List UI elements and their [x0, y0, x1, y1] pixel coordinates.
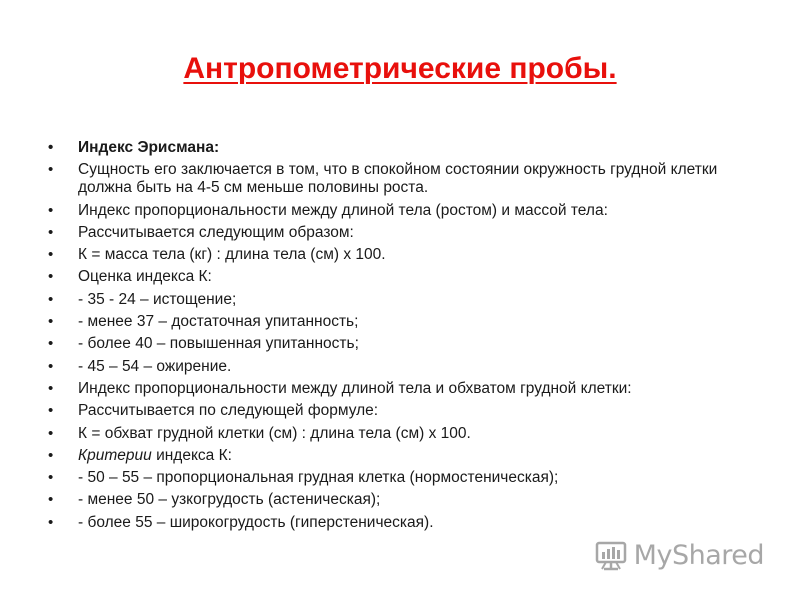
- bullet-item: • - менее 37 – достаточная упитанность;: [0, 313, 800, 331]
- bullet-item: • К = обхват грудной клетки (см) : длина тела (см) х 100.: [0, 425, 800, 443]
- myshared-watermark: [594, 538, 764, 572]
- bullet-item: • Рассчитывается следующим образом:: [0, 224, 800, 242]
- bullet-item: • - 35 - 24 – истощение;: [0, 291, 800, 309]
- bullet-list: [0, 139, 800, 536]
- bullet-item: • Рассчитывается по следующей формуле:: [0, 402, 800, 420]
- bullet-item: • Оценка индекса К:: [0, 268, 800, 286]
- bullet-item: • - менее 50 – узкогрудость (астеническая);: [0, 491, 800, 509]
- watermark-text: MyShared: [633, 539, 764, 571]
- bullet-item: • Критерии индекса К:: [0, 447, 800, 465]
- criteria-italic: Критерии: [78, 446, 152, 464]
- bullet-item: • - более 40 – повышенная упитанность;: [0, 335, 800, 353]
- myshared-logo-icon: [594, 538, 628, 572]
- bullet-item: • К = масса тела (кг) : длина тела (см) х 100.: [0, 246, 800, 264]
- bullet-item: • - 50 – 55 – пропорциональная грудная клетка (нормостеническая);: [0, 469, 800, 487]
- bullet-item: • - более 55 – широкогрудость (гиперстеническая).: [0, 514, 800, 532]
- slide-title: [0, 52, 800, 87]
- bullet-item: • - 45 – 54 – ожирение.: [0, 358, 800, 376]
- bullet-item: • Индекс Эрисмана:: [0, 139, 800, 157]
- bullet-item: • Индекс пропорциональности между длиной тела и обхватом грудной клетки:: [0, 380, 800, 398]
- bullet-item: • Сущность его заключается в том, что в спокойном состоянии окружность грудной клетки должна быть на 4-5 см меньше половины роста.: [0, 161, 800, 197]
- bullet-item: • Индекс пропорциональности между длиной тела (ростом) и массой тела:: [0, 202, 800, 220]
- slide-title-text: Антропометрические пробы.: [183, 52, 617, 85]
